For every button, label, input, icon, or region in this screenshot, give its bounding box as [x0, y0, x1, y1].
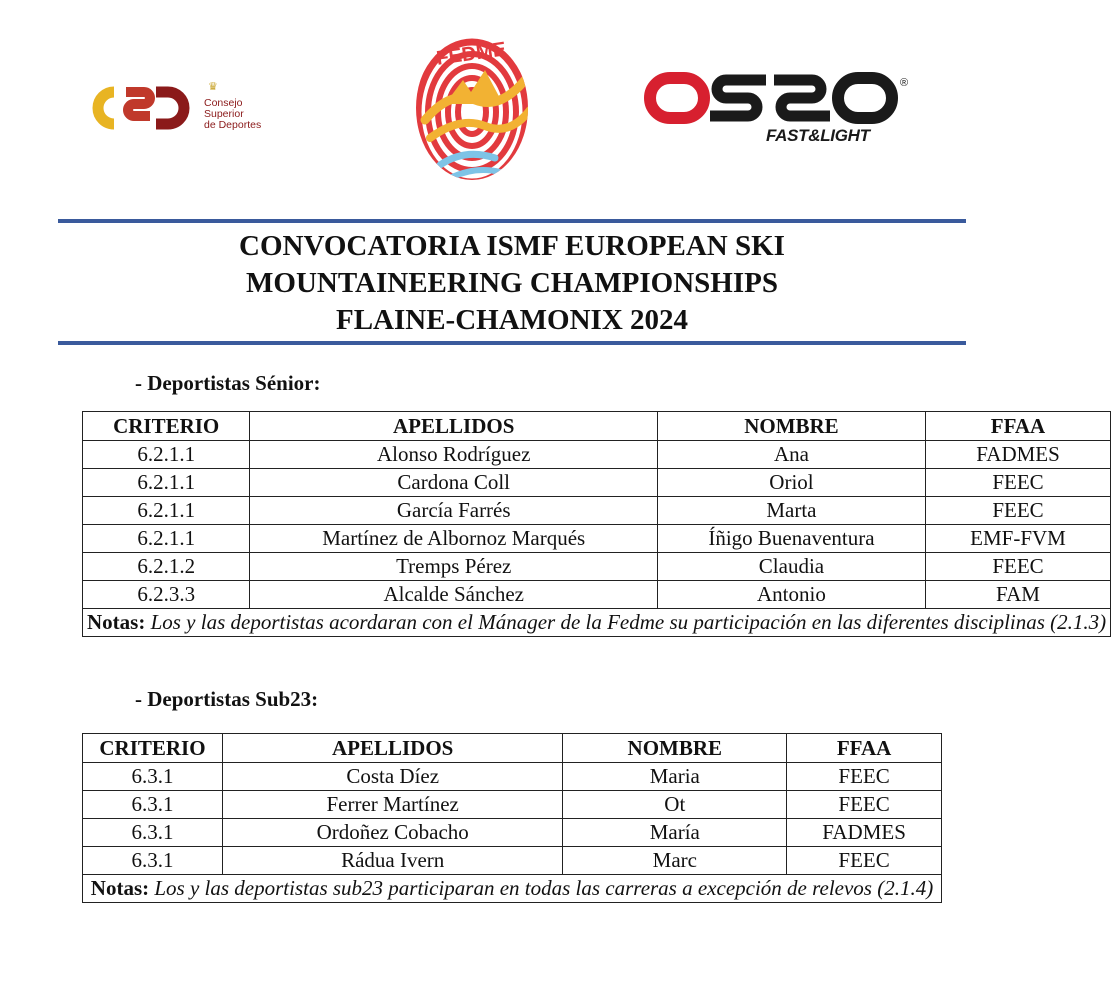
sub23-heading: - Deportistas Sub23:: [135, 687, 319, 711]
cell-nombre: Claudia: [658, 553, 926, 581]
fedme-wordmark: FEDME: [434, 38, 508, 70]
cell-nombre: Íñigo Buenaventura: [658, 525, 926, 553]
cell-criterio: 6.2.3.3: [83, 581, 250, 609]
column-header-nombre: NOMBRE: [658, 412, 926, 441]
cell-apellidos: Costa Díez: [222, 763, 563, 791]
cell-nombre: Ana: [658, 441, 926, 469]
table-row: [83, 791, 942, 819]
notes-cell: [83, 609, 1111, 637]
cell-apellidos: Ferrer Martínez: [222, 791, 563, 819]
cell-nombre: Marc: [563, 847, 787, 875]
notes-text: Los y las deportistas sub23 participaran en todas las carreras a excepción de relevos (2.1.4): [154, 876, 934, 900]
column-header-criterio: CRITERIO: [83, 734, 223, 763]
senior-heading: - Deportistas Sénior:: [135, 371, 321, 395]
cell-criterio: 6.3.1: [83, 763, 223, 791]
table-row: [83, 441, 1111, 469]
cell-apellidos: Rádua Ivern: [222, 847, 563, 875]
cell-ffaa: FEEC: [787, 763, 942, 791]
notes-text: Los y las deportistas acordaran con el Mánager de la Fedme su participación en las diferentes disciplinas (2.1.3): [150, 610, 1107, 634]
cell-ffaa: EMF-FVM: [925, 525, 1110, 553]
cell-nombre: Antonio: [658, 581, 926, 609]
table-row: [83, 553, 1111, 581]
table-row: [83, 581, 1111, 609]
title-rule-top: [58, 219, 966, 223]
fedme-fingerprint-icon: [405, 20, 540, 185]
column-header-nombre: NOMBRE: [563, 734, 787, 763]
sub23-table: [82, 733, 942, 903]
cell-apellidos: Alcalde Sánchez: [250, 581, 658, 609]
senior-table: [82, 411, 1111, 637]
table-header-row: [83, 412, 1111, 441]
cell-ffaa: FEEC: [787, 791, 942, 819]
table-row: [83, 819, 942, 847]
os2o-logo: [648, 72, 908, 152]
title-rule-bottom: [58, 341, 966, 345]
csd-text-line: Superior: [204, 108, 244, 120]
csd-text: [204, 98, 261, 131]
table-row: [83, 497, 1111, 525]
cell-criterio: 6.2.1.1: [83, 469, 250, 497]
csd-logo: [90, 78, 270, 138]
cell-nombre: María: [563, 819, 787, 847]
table-header-row: [83, 734, 942, 763]
table-row: [83, 469, 1111, 497]
cell-apellidos: Alonso Rodríguez: [250, 441, 658, 469]
column-header-criterio: CRITERIO: [83, 412, 250, 441]
csd-symbol-icon: [90, 78, 200, 138]
os2o-wordmark-icon: [648, 72, 908, 128]
cell-apellidos: García Farrés: [250, 497, 658, 525]
cell-criterio: 6.2.1.1: [83, 525, 250, 553]
cell-ffaa: FEEC: [925, 553, 1110, 581]
cell-apellidos: Ordoñez Cobacho: [222, 819, 563, 847]
notes-cell: [83, 875, 942, 903]
cell-criterio: 6.2.1.1: [83, 441, 250, 469]
title-line: MOUNTAINEERING CHAMPIONSHIPS: [246, 267, 778, 299]
cell-ffaa: FADMES: [925, 441, 1110, 469]
table-row: [83, 525, 1111, 553]
notes-label: Notas:: [90, 876, 150, 900]
cell-criterio: 6.2.1.2: [83, 553, 250, 581]
page-title: [58, 228, 966, 339]
cell-apellidos: Cardona Coll: [250, 469, 658, 497]
title-line: CONVOCATORIA ISMF EUROPEAN SKI: [239, 230, 785, 262]
table-row: [83, 847, 942, 875]
cell-ffaa: FEEC: [925, 469, 1110, 497]
cell-criterio: 6.3.1: [83, 819, 223, 847]
fedme-logo: [405, 20, 540, 185]
cell-apellidos: Tremps Pérez: [250, 553, 658, 581]
title-line: FLAINE-CHAMONIX 2024: [335, 304, 689, 336]
cell-criterio: 6.2.1.1: [83, 497, 250, 525]
logo-header: [0, 0, 1024, 200]
column-header-ffaa: FFAA: [787, 734, 942, 763]
notes-row: [83, 609, 1111, 637]
table-row: [83, 763, 942, 791]
csd-text-line: de Deportes: [204, 119, 262, 131]
column-header-apellidos: APELLIDOS: [222, 734, 563, 763]
crown-icon: ♛: [208, 81, 218, 93]
cell-criterio: 6.3.1: [83, 847, 223, 875]
cell-criterio: 6.3.1: [83, 791, 223, 819]
csd-text-line: Consejo: [204, 97, 243, 109]
cell-ffaa: FEEC: [787, 847, 942, 875]
cell-ffaa: FADMES: [787, 819, 942, 847]
cell-nombre: Oriol: [658, 469, 926, 497]
cell-ffaa: FEEC: [925, 497, 1110, 525]
cell-nombre: Maria: [563, 763, 787, 791]
cell-nombre: Ot: [563, 791, 787, 819]
cell-nombre: Marta: [658, 497, 926, 525]
cell-ffaa: FAM: [925, 581, 1110, 609]
column-header-ffaa: FFAA: [925, 412, 1110, 441]
notes-row: [83, 875, 942, 903]
column-header-apellidos: APELLIDOS: [250, 412, 658, 441]
os2o-tagline: FAST&LIGHT: [766, 126, 870, 145]
notes-label: Notas:: [87, 610, 146, 634]
cell-apellidos: Martínez de Albornoz Marqués: [250, 525, 658, 553]
registered-mark: ®: [900, 77, 909, 89]
